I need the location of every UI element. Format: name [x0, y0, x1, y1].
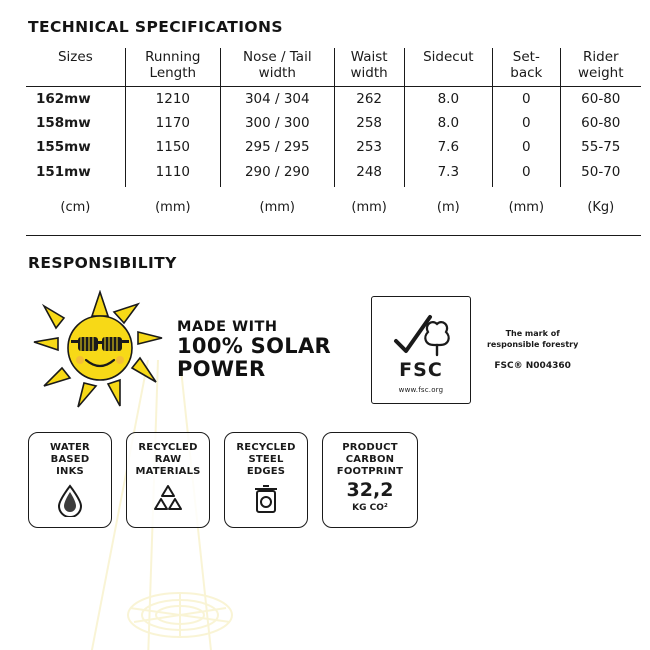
fsc-label: FSC	[399, 358, 443, 381]
table-header-row	[26, 48, 641, 86]
fsc-mark-line-1: The mark of	[505, 329, 560, 339]
carbon-footprint-unit: KG CO²	[352, 502, 388, 513]
cell-rider-weight: 60-80	[560, 86, 641, 111]
eco-badge-line: BASED	[50, 454, 90, 466]
table-row	[26, 160, 641, 187]
unit-sizes: (cm)	[60, 199, 91, 215]
water-drop-icon	[55, 483, 85, 521]
unit-waist-width: (mm)	[351, 199, 387, 215]
solar-and-fsc-row	[28, 290, 636, 410]
eco-badge-line: EDGES	[246, 465, 286, 477]
eco-badge-water-based-inks	[28, 432, 112, 528]
eco-badge-line: WATER	[50, 442, 90, 454]
cell-setback: 0	[493, 135, 561, 159]
solar-line-3: POWER	[177, 357, 266, 382]
technical-specifications-table	[26, 48, 641, 219]
table-body	[26, 86, 641, 219]
col-header-sizes: Sizes	[26, 48, 125, 86]
cell-setback: 0	[493, 111, 561, 135]
unit-sidecut: (m)	[436, 199, 460, 215]
col-header-rider-weight: Rider weight	[560, 48, 641, 86]
col-header-running-length: Running Length	[125, 48, 220, 86]
cell-sidecut: 8.0	[404, 86, 492, 111]
cell-rider-weight: 55-75	[560, 135, 641, 159]
cell-running-length: 1210	[125, 86, 220, 111]
cell-waist-width: 258	[334, 111, 404, 135]
fsc-mark-line-2: responsible forestry	[486, 340, 579, 350]
cell-sidecut: 8.0	[404, 111, 492, 135]
fsc-tree-checkmark-icon	[390, 311, 452, 357]
table-header	[26, 48, 641, 86]
solar-power-caption	[177, 319, 331, 382]
eco-badge-line: RECYCLED	[138, 442, 198, 454]
col-header-waist-width: Waist width	[334, 48, 404, 86]
cell-sidecut: 7.6	[404, 135, 492, 159]
cell-size: 155mw	[36, 139, 91, 156]
table-row	[26, 135, 641, 159]
fsc-url: www.fsc.org	[398, 385, 444, 394]
table-row	[26, 111, 641, 135]
cell-setback: 0	[493, 86, 561, 111]
fsc-side-text	[487, 329, 578, 371]
eco-badges-row	[28, 432, 636, 528]
cell-waist-width: 248	[334, 160, 404, 187]
page-title-responsibility: RESPONSIBILITY	[28, 254, 177, 273]
eco-badge-line: FOOTPRINT	[336, 465, 404, 477]
unit-setback: (mm)	[508, 199, 545, 215]
col-header-nose-tail-width: Nose / Tail width	[220, 48, 334, 86]
fsc-license-code: FSC® N004360	[494, 361, 571, 372]
page-title-specs: TECHNICAL SPECIFICATIONS	[28, 18, 283, 36]
cell-nose-tail-width: 300 / 300	[220, 111, 334, 135]
unit-nose-tail-width: (mm)	[259, 199, 296, 215]
responsibility-section	[14, 254, 636, 528]
fsc-logo-box	[371, 296, 471, 404]
cell-nose-tail-width: 295 / 295	[220, 135, 334, 159]
eco-badge-line: RECYCLED	[236, 442, 296, 454]
cell-nose-tail-width: 304 / 304	[220, 86, 334, 111]
section-divider	[26, 235, 641, 236]
cell-size: 151mw	[36, 163, 91, 180]
cell-rider-weight: 60-80	[560, 111, 641, 135]
solar-line-1: MADE WITH	[177, 318, 278, 335]
eco-badge-line: STEEL	[248, 454, 284, 466]
recycling-arrows-icon	[151, 483, 185, 519]
cell-waist-width: 253	[334, 135, 404, 159]
eco-badge-recycled-raw-materials	[126, 432, 210, 528]
eco-badge-line: RAW	[154, 454, 182, 466]
eco-badge-line: PRODUCT	[342, 442, 398, 454]
cell-rider-weight: 50-70	[560, 160, 641, 187]
smiling-sun-icon	[28, 290, 173, 410]
cell-setback: 0	[493, 160, 561, 187]
col-header-setback: Set- back	[493, 48, 561, 86]
cell-size: 158mw	[36, 115, 91, 132]
unit-running-length: (mm)	[155, 199, 191, 215]
table-units-row	[26, 187, 641, 220]
cell-running-length: 1170	[125, 111, 220, 135]
solar-line-2: 100% SOLAR	[177, 333, 331, 358]
unit-rider-weight: (Kg)	[587, 199, 615, 215]
eco-badge-recycled-steel-edges	[224, 432, 308, 528]
cell-running-length: 1150	[125, 135, 220, 159]
cell-waist-width: 262	[334, 86, 404, 111]
cell-nose-tail-width: 290 / 290	[220, 160, 334, 187]
trash-bin-recycle-icon	[252, 483, 280, 519]
cell-running-length: 1110	[125, 160, 220, 187]
table-row	[26, 86, 641, 111]
eco-badge-line: CARBON	[345, 454, 395, 466]
col-header-sidecut: Sidecut	[404, 48, 492, 86]
carbon-footprint-value: 32,2	[346, 478, 394, 501]
eco-badge-line: INKS	[56, 465, 84, 477]
cell-sidecut: 7.3	[404, 160, 492, 187]
cell-size: 162mw	[36, 90, 91, 107]
eco-badge-product-carbon-footprint	[322, 432, 418, 528]
eco-badge-line: MATERIALS	[135, 465, 201, 477]
